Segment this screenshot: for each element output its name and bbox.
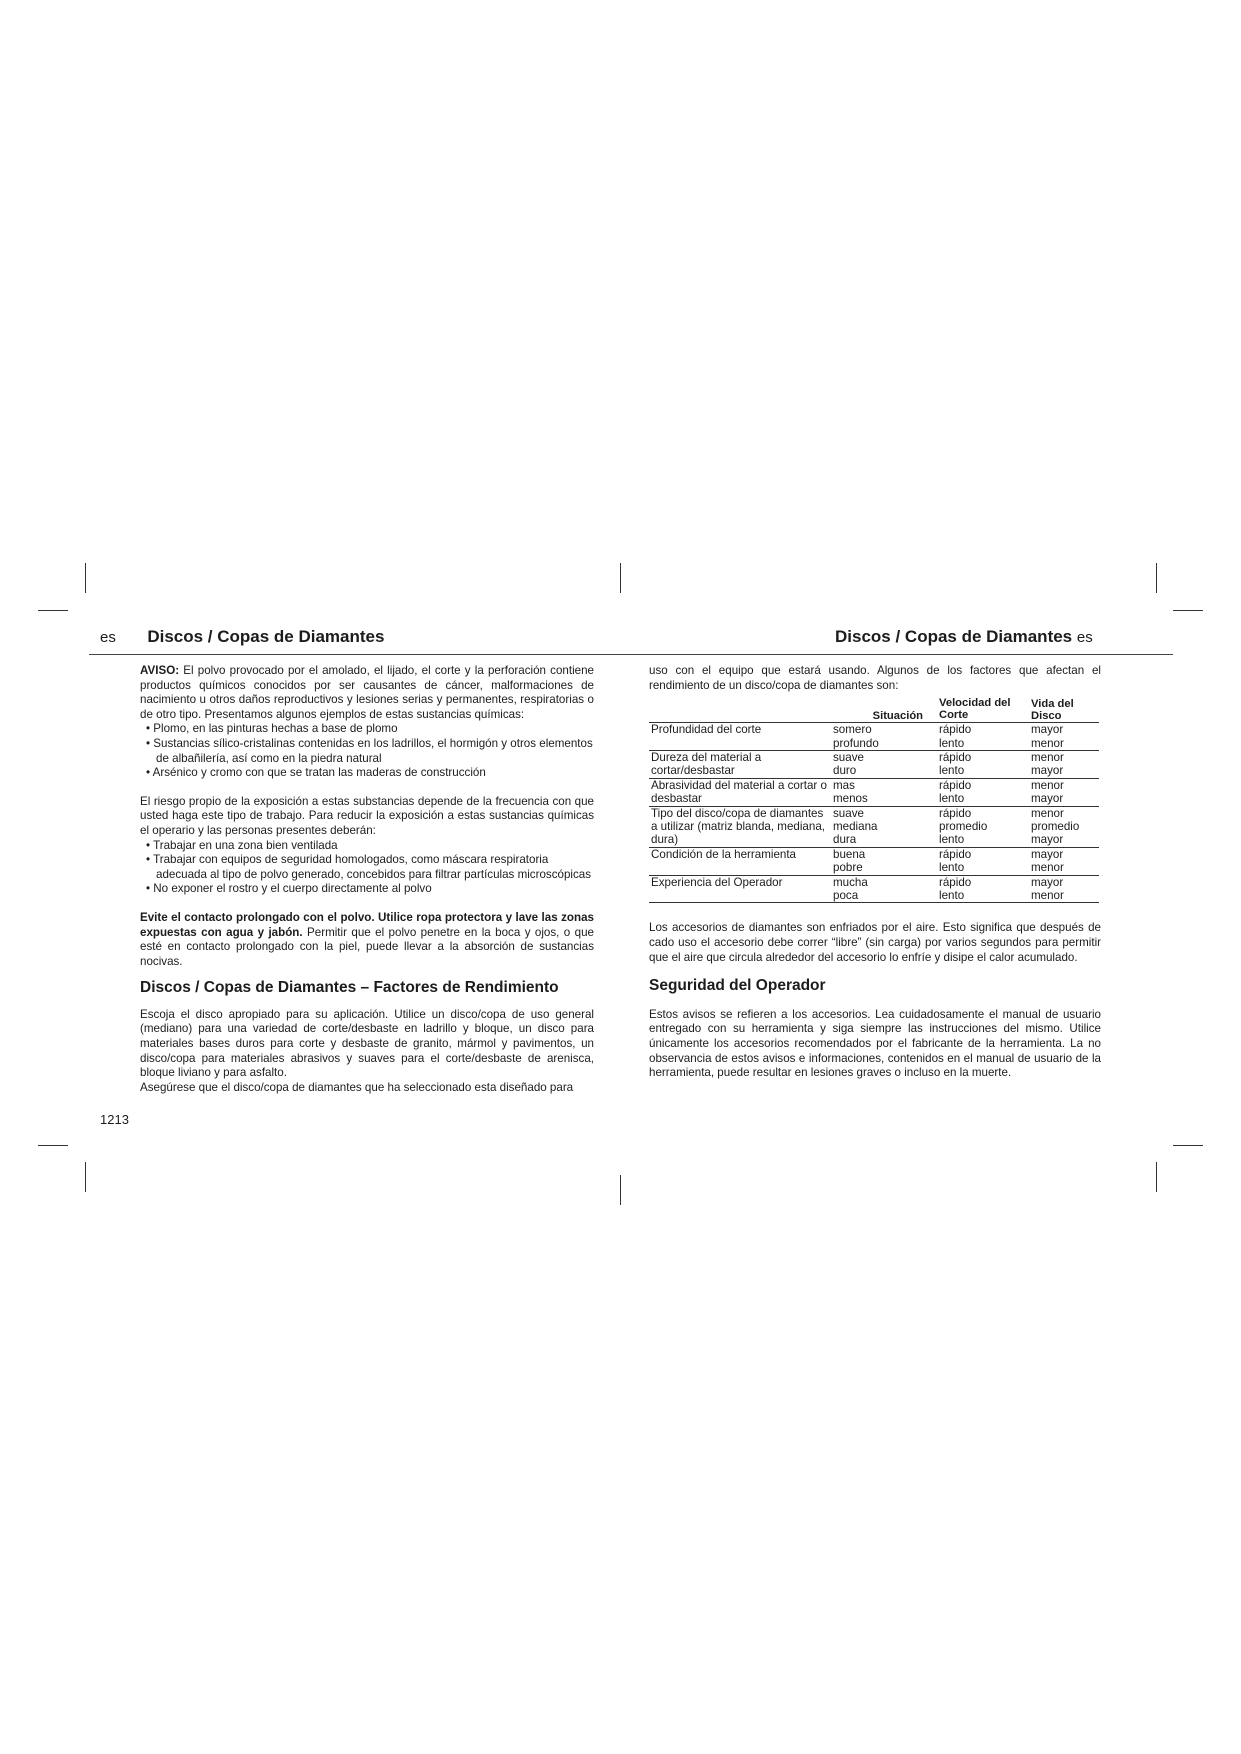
- cell-value: lento: [939, 736, 965, 750]
- contact-warning: Evite el contacto prolongado con el polvo. Utilice ropa protectora y lave las zonas expuestas con agua y jabón.: [140, 910, 594, 939]
- crop-mark: [620, 563, 621, 593]
- performance-paragraph: Escoja el disco apropiado para su aplicación. Utilice un disco/copa de uso general (mediano) para una variedad de corte/desbaste en ladrillo y bloque, un disco para materiales bases duros para corte y desbaste de granito, mármol y pavimentos, un disco/copa para materiales abrasivos y suaves para el corte/desbaste de arenisca, bloque liviano y para asfalto.: [140, 1007, 594, 1080]
- cell-value: rápido: [939, 875, 972, 889]
- crop-mark: [1173, 610, 1203, 611]
- vida-cell: [1029, 847, 1099, 875]
- velocidad-cell: [937, 875, 1029, 903]
- contact-text: Permitir que el polvo penetre en la boca y ojos, o que esté en contacto prolongado con la piel, puede llevar a la absorción de sustancias nocivas.: [140, 925, 594, 968]
- cell-value: mayor: [1031, 723, 1064, 737]
- velocidad-cell: [937, 751, 1029, 779]
- cell-value: mayor: [1031, 792, 1064, 806]
- cell-value: duro: [833, 764, 857, 778]
- cell-value: rápido: [939, 723, 972, 737]
- table-header: [649, 697, 831, 723]
- factor-cell: Dureza del material a cortar/desbastar: [651, 751, 762, 778]
- performance-heading: Discos / Copas de Diamantes – Factores de Rendimiento: [140, 979, 559, 997]
- cell-value: pobre: [833, 861, 863, 875]
- cell-value: rápido: [939, 847, 972, 861]
- cell-value: mucha: [833, 875, 868, 889]
- cell-value: profundo: [833, 736, 879, 750]
- velocidad-cell: [937, 723, 1029, 751]
- crop-mark: [1156, 563, 1157, 593]
- cell-value: dura: [833, 833, 857, 847]
- cell-value: menor: [1031, 736, 1064, 750]
- velocidad-cell: [937, 847, 1029, 875]
- cell-value: suave: [833, 806, 864, 820]
- situacion-cell: [831, 778, 937, 806]
- table-header: Velocidad del Corte: [939, 697, 1011, 722]
- cell-value: lento: [939, 861, 965, 875]
- velocidad-cell: [937, 778, 1029, 806]
- crop-mark: [1173, 1145, 1203, 1146]
- cell-value: suave: [833, 751, 864, 764]
- velocidad-cell: [937, 806, 1029, 847]
- situacion-cell: [831, 751, 937, 779]
- cell-value: mayor: [1031, 847, 1064, 861]
- list-item: • Trabajar en una zona bien ventilada: [146, 838, 338, 852]
- crop-mark: [85, 563, 86, 593]
- cell-value: rápido: [939, 751, 972, 764]
- table-row: [649, 806, 1099, 847]
- factor-cell: Tipo del disco/copa de diamantes a utilizar (matriz blanda, mediana, dura): [651, 806, 825, 847]
- situacion-cell: [831, 806, 937, 847]
- table-header: Situación: [872, 710, 923, 723]
- cell-value: mediana: [833, 820, 878, 834]
- cell-value: menor: [1031, 889, 1064, 903]
- cell-value: somero: [833, 723, 872, 737]
- list-item: • Plomo, en las pinturas hechas a base de plomo: [146, 722, 398, 736]
- page-title: Discos / Copas de Diamantes: [147, 627, 385, 646]
- safety-paragraph: Estos avisos se refieren a los accesorios. Lea cuidadosamente el manual de usuario entregado con su herramienta y siga siempre las instrucciones del mismo. Utilice únicamente los accesorios recomendados por el fabricante de la herramienta. La no observancia de estos avisos e informaciones, contenidos en el manual de usuario de la herramienta, puede resultar en lesiones graves o incluso en la muerte.: [649, 1007, 1101, 1080]
- header-rule: [89, 654, 1173, 655]
- cell-value: menor: [1031, 751, 1064, 764]
- aviso-text: El polvo provocado por el amolado, el lijado, el corte y la perforación contiene productos químicos conocidos por ser causantes de cáncer, malformaciones de nacimiento u otros daños reproductivos y lesiones serias y permanentes, respiratorias o de otro tipo. Presentamos algunos ejemplos de estas sustancias químicas:: [140, 664, 594, 721]
- list-item: • Trabajar con equipos de seguridad homologados, como máscara respiratoria adecuada al tipo de polvo generado, concebidos para filtrar partículas microscópicas: [146, 853, 592, 881]
- cell-value: buena: [833, 847, 866, 861]
- situacion-cell: [831, 875, 937, 903]
- factor-cell: Abrasividad del material a cortar o desbastar: [651, 778, 827, 806]
- cell-value: poca: [833, 889, 859, 903]
- cell-value: lento: [939, 764, 965, 778]
- crop-mark: [38, 610, 68, 611]
- cell-value: promedio: [939, 820, 988, 834]
- performance-table: [649, 697, 1099, 903]
- table-row: [649, 751, 1099, 779]
- table-row: [649, 847, 1099, 875]
- cell-value: menor: [1031, 778, 1064, 792]
- cell-value: mayor: [1031, 875, 1064, 889]
- cell-value: mayor: [1031, 764, 1064, 778]
- left-column: [140, 664, 594, 1095]
- chemicals-list: [140, 722, 594, 780]
- situacion-cell: [831, 723, 937, 751]
- crop-mark: [38, 1145, 68, 1146]
- vida-cell: [1029, 875, 1099, 903]
- cooling-paragraph: Los accesorios de diamantes son enfriados por el aire. Esto significa que después de cado uso el accesorio debe correr “libre” (sin carga) por varios segundos para permitir que el aire que circula alrededor del accesorio lo enfríe y disipe el calor acumulado.: [649, 921, 1101, 964]
- contact-paragraph: [140, 911, 594, 969]
- cell-value: lento: [939, 889, 965, 903]
- table-row: [649, 778, 1099, 806]
- situacion-cell: [831, 847, 937, 875]
- vida-cell: [1029, 778, 1099, 806]
- right-page-header: [835, 627, 1093, 649]
- list-item: • No exponer el rostro y el cuerpo directamente al polvo: [146, 882, 432, 896]
- crop-mark: [620, 1175, 621, 1205]
- cell-value: lento: [939, 833, 965, 847]
- list-item: • Sustancias sílico-cristalinas contenidas en los ladrillos, el hormigón y otros elementos de albañilería, así como en la piedra natural: [146, 736, 593, 765]
- risk-paragraph: El riesgo propio de la exposición a estas substancias depende de la frecuencia con que usted haga este tipo de trabajo. Para reducir la exposición a estas sustancias químicas el operario y las personas presentes deberán:: [140, 794, 594, 837]
- page-number: 1213: [100, 1112, 129, 1127]
- intro-paragraph: uso con el equipo que estará usando. Algunos de los factores que afectan el rendimiento de un disco/copa de diamantes son:: [649, 664, 1101, 692]
- continuation-paragraph: Asegúrese que el disco/copa de diamantes que ha seleccionado esta diseñado para: [140, 1080, 574, 1094]
- crop-mark: [85, 1162, 86, 1192]
- factor-cell: Profundidad del corte: [651, 723, 762, 737]
- right-column: [649, 664, 1101, 1081]
- factor-cell: Condición de la herramienta: [651, 847, 797, 861]
- vida-cell: [1029, 806, 1099, 847]
- vida-cell: [1029, 751, 1099, 779]
- factor-cell: Experiencia del Operador: [651, 875, 783, 889]
- cell-value: mayor: [1031, 833, 1064, 847]
- cell-value: menor: [1031, 861, 1064, 875]
- language-code: es: [100, 629, 116, 646]
- table-row: [649, 875, 1099, 903]
- left-page-header: [100, 627, 384, 649]
- cell-value: promedio: [1031, 820, 1080, 834]
- cell-value: menos: [833, 792, 868, 806]
- aviso-label: AVISO:: [140, 664, 180, 677]
- cell-value: mas: [833, 778, 855, 792]
- crop-mark: [1156, 1162, 1157, 1192]
- measures-list: [140, 839, 594, 897]
- table-header: Vida del Disco: [1031, 698, 1074, 723]
- vida-cell: [1029, 723, 1099, 751]
- cell-value: rápido: [939, 806, 972, 820]
- list-item: • Arsénico y cromo con que se tratan las maderas de construcción: [146, 766, 486, 780]
- cell-value: menor: [1031, 806, 1064, 820]
- cell-value: rápido: [939, 778, 972, 792]
- safety-heading: Seguridad del Operador: [649, 977, 826, 995]
- language-code: es: [1076, 629, 1093, 646]
- aviso-paragraph: [140, 664, 594, 722]
- page-title: Discos / Copas de Diamantes: [835, 627, 1073, 646]
- cell-value: lento: [939, 792, 965, 806]
- table-row: [649, 723, 1099, 751]
